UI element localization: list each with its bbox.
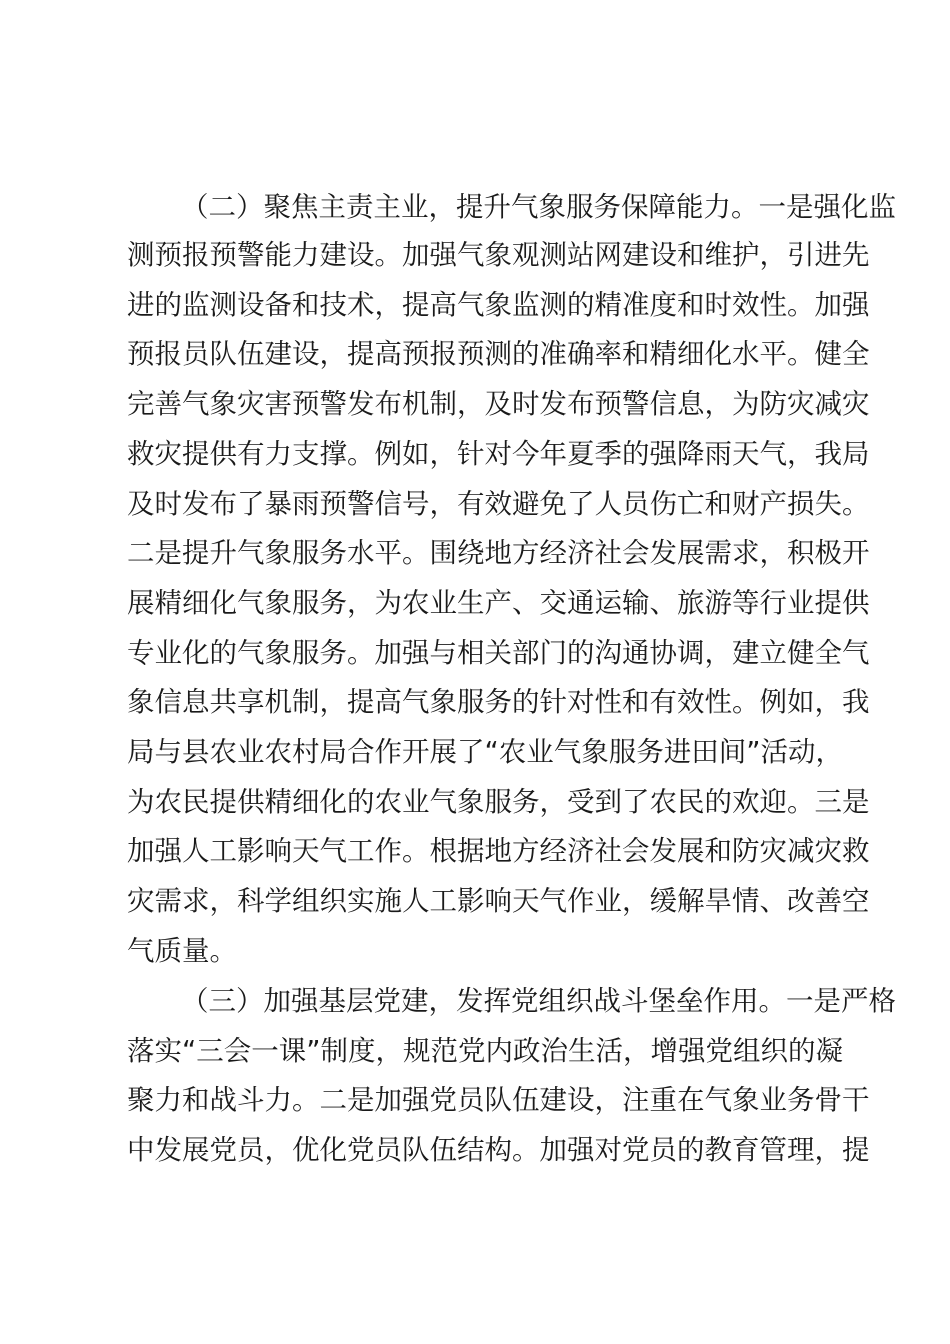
text-line: 加强人工影响天气工作。根据地方经济社会发展和防灾减灾救 xyxy=(127,835,870,867)
text-line: 专业化的气象服务。加强与相关部门的沟通协调，建立健全气 xyxy=(127,637,870,669)
text-line: （三）加强基层党建，发挥党组织战斗堡垒作用。一是严格 xyxy=(181,985,896,1017)
text-line: 测预报预警能力建设。加强气象观测站网建设和维护，引进先 xyxy=(127,239,870,271)
text-line: 进的监测设备和技术，提高气象监测的精准度和时效性。加强 xyxy=(127,289,870,321)
text-line: 象信息共享机制，提高气象服务的针对性和有效性。例如，我 xyxy=(127,686,870,718)
text-line: 及时发布了暴雨预警信号，有效避免了人员伤亡和财产损失。 xyxy=(127,488,870,520)
text-line: 预报员队伍建设，提高预报预测的准确率和精细化水平。健全 xyxy=(127,338,870,370)
text-line: 二是提升气象服务水平。围绕地方经济社会发展需求，积极开 xyxy=(127,537,870,569)
text-line: 局与县农业农村局合作开展了“农业气象服务进田间”活动， xyxy=(127,736,843,768)
text-line: 中发展党员，优化党员队伍结构。加强对党员的教育管理，提 xyxy=(127,1134,870,1166)
text-line: 救灾提供有力支撑。例如，针对今年夏季的强降雨天气，我局 xyxy=(127,438,870,470)
text-line: 完善气象灾害预警发布机制，及时发布预警信息，为防灾减灾 xyxy=(127,388,870,420)
text-line: 落实“三会一课”制度，规范党内政治生活，增强党组织的凝 xyxy=(127,1035,843,1067)
text-line: 展精细化气象服务，为农业生产、交通运输、旅游等行业提供 xyxy=(127,587,870,619)
text-line: 聚力和战斗力。二是加强党员队伍建设，注重在气象业务骨干 xyxy=(127,1084,870,1116)
text-line: （二）聚焦主责主业，提升气象服务保障能力。一是强化监 xyxy=(181,191,896,223)
text-line: 灾需求，科学组织实施人工影响天气作业，缓解旱情、改善空 xyxy=(127,885,870,917)
text-line: 为农民提供精细化的农业气象服务，受到了农民的欢迎。三是 xyxy=(127,786,870,818)
text-line: 气质量。 xyxy=(127,935,237,967)
